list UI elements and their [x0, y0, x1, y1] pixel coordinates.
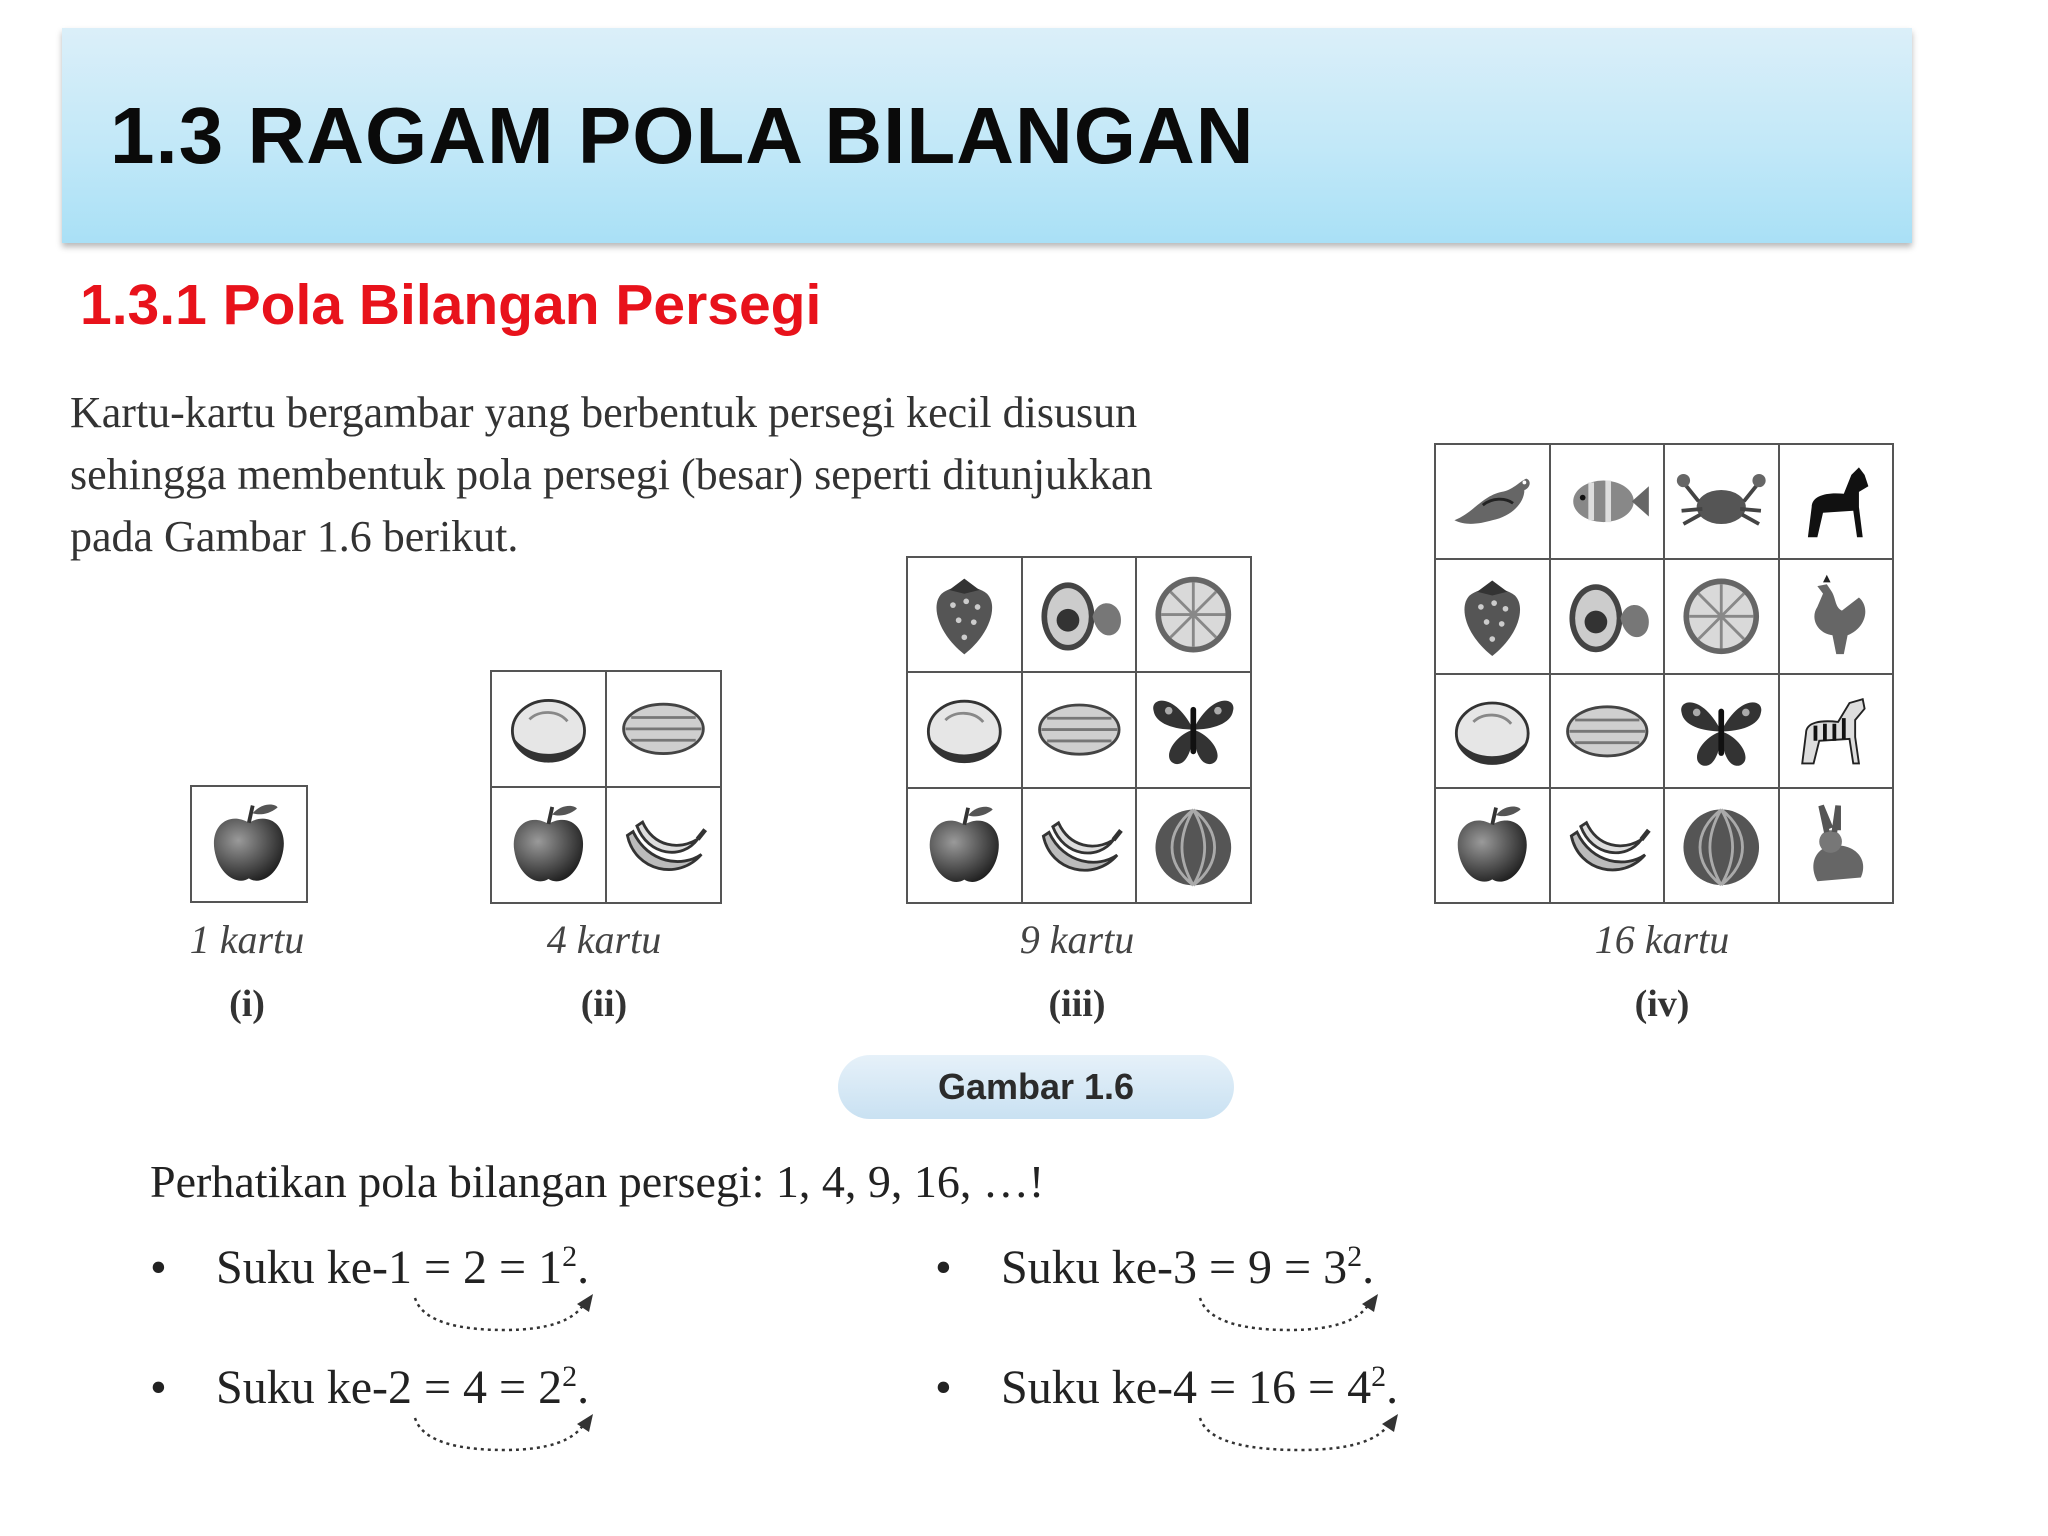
picture-card: [1665, 560, 1778, 673]
picture-card: [1780, 789, 1893, 902]
term-equation: = 16 = 4: [1196, 1361, 1372, 1414]
picture-card: [1551, 560, 1664, 673]
apple-icon: [501, 797, 596, 893]
panel-count-label: 9 kartu: [1019, 917, 1135, 962]
banana-icon: [616, 797, 711, 893]
picture-card: [1436, 560, 1549, 673]
picture-card: [908, 789, 1021, 902]
strawberry-icon: [917, 567, 1012, 662]
rabbit-icon: [1789, 798, 1884, 893]
picture-card: [1665, 675, 1778, 788]
picture-card: [1436, 445, 1549, 558]
term-exponent: 2: [562, 1240, 578, 1273]
butterfly-icon: [1146, 682, 1241, 777]
melon-icon: [1560, 684, 1655, 779]
bullet-icon: •: [935, 1361, 952, 1414]
bullet-icon: •: [150, 1241, 167, 1294]
picture-card: [1023, 789, 1136, 902]
panel-roman-label: (iii): [1048, 983, 1106, 1025]
title-banner: [62, 28, 1912, 243]
intro-line: pada Gambar 1.6 berikut.: [70, 512, 519, 561]
melon-icon: [1032, 682, 1127, 777]
term-exponent: 2: [1371, 1360, 1387, 1393]
picture-card: [1551, 445, 1664, 558]
observation-text: Perhatikan pola bilangan persegi: 1, 4, 9, 16, …!: [150, 1156, 1045, 1207]
melon-icon: [616, 681, 711, 777]
picture-card: [908, 673, 1021, 786]
picture-card: [1137, 673, 1250, 786]
curved-arrow-icon: [405, 1410, 605, 1465]
picture-card: [192, 787, 306, 901]
section-subtitle: 1.3.1 Pola Bilangan Persegi: [80, 273, 822, 337]
term-label: Suku ke-2: [216, 1361, 412, 1414]
picture-card: [1137, 789, 1250, 902]
term-end: .: [577, 1361, 590, 1414]
slide-title: 1.3 RAGAM POLA BILANGAN: [110, 91, 1255, 180]
mango-icon: [917, 682, 1012, 777]
picture-card: [1780, 560, 1893, 673]
strawberry-icon: [1445, 569, 1540, 664]
figure-caption: Gambar 1.6: [937, 1066, 1135, 1107]
picture-card: [1780, 675, 1893, 788]
banana-icon: [1560, 798, 1655, 893]
picture-card: [1436, 789, 1549, 902]
picture-card: [1665, 445, 1778, 558]
term-exponent: 2: [562, 1360, 578, 1393]
curved-arrow-icon: [405, 1290, 605, 1345]
bullet-icon: •: [935, 1241, 952, 1294]
curved-arrow-icon: [1190, 1410, 1420, 1465]
zebra-icon: [1789, 684, 1884, 779]
picture-card: [492, 672, 605, 786]
term-end: .: [1362, 1241, 1375, 1294]
term-label: Suku ke-4: [1001, 1361, 1197, 1414]
picture-card: [1665, 789, 1778, 902]
panel-count-label: 16 kartu: [1594, 917, 1730, 962]
orange-icon: [1146, 567, 1241, 662]
curved-arrow-icon: [1190, 1290, 1390, 1345]
intro-paragraph: [70, 382, 1380, 568]
panel-roman-label: (ii): [580, 983, 628, 1025]
crab-icon: [1674, 454, 1769, 549]
intro-line: Kartu-kartu bergambar yang berbentuk persegi kecil disusun: [70, 388, 1138, 437]
panel-count-label: 1 kartu: [189, 917, 305, 962]
watermelon-icon: [1146, 798, 1241, 893]
bullet-icon: •: [150, 1361, 167, 1414]
picture-card: [492, 788, 605, 902]
avocado-icon: [1032, 567, 1127, 662]
card-grid-1: [190, 785, 308, 903]
intro-line: sehingga membentuk pola persegi (besar) seperti ditunjukkan: [70, 450, 1153, 499]
card-grid-4: [490, 670, 722, 904]
avocado-icon: [1560, 569, 1655, 664]
picture-card: [908, 558, 1021, 671]
fish-icon: [1560, 454, 1655, 549]
panel-roman-label: (iv): [1634, 983, 1690, 1025]
term-equation: = 4 = 2: [411, 1361, 563, 1414]
term-label: Suku ke-1: [216, 1241, 412, 1294]
apple-icon: [201, 796, 297, 892]
picture-card: [1137, 558, 1250, 671]
term-label: Suku ke-3: [1001, 1241, 1197, 1294]
picture-card: [1780, 445, 1893, 558]
card-grid-9: [906, 556, 1252, 904]
picture-card: [1551, 675, 1664, 788]
term-end: .: [1386, 1361, 1399, 1414]
mango-icon: [501, 681, 596, 777]
term-end: .: [577, 1241, 590, 1294]
term-equation: = 9 = 3: [1196, 1241, 1348, 1294]
apple-icon: [1445, 798, 1540, 893]
picture-card: [1023, 673, 1136, 786]
term-equation: = 2 = 1: [411, 1241, 563, 1294]
figure-caption-badge: [838, 1055, 1234, 1119]
banana-icon: [1032, 798, 1127, 893]
apple-icon: [917, 798, 1012, 893]
panel-count-label: 4 kartu: [546, 917, 662, 962]
pigeon-icon: [1445, 454, 1540, 549]
picture-card: [607, 672, 720, 786]
picture-card: [1023, 558, 1136, 671]
picture-card: [1436, 675, 1549, 788]
horse-icon: [1789, 454, 1884, 549]
picture-card: [607, 788, 720, 902]
card-grid-16: [1434, 443, 1894, 904]
term-exponent: 2: [1347, 1240, 1363, 1273]
butterfly-icon: [1674, 684, 1769, 779]
panel-roman-label: (i): [229, 983, 265, 1025]
picture-card: [1551, 789, 1664, 902]
watermelon-icon: [1674, 798, 1769, 893]
mango-icon: [1445, 684, 1540, 779]
rooster-icon: [1789, 569, 1884, 664]
orange-icon: [1674, 569, 1769, 664]
